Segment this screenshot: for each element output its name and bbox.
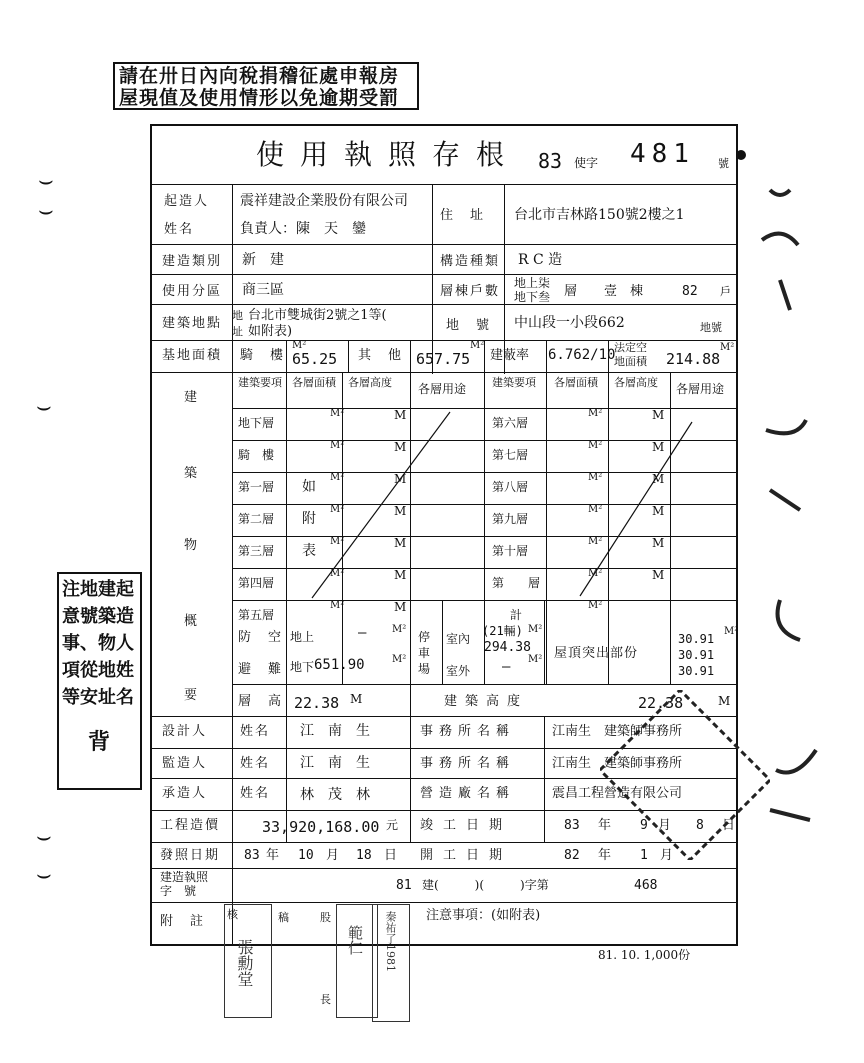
other-area: 657.75: [416, 350, 471, 368]
issue-m-unit: 月: [326, 848, 340, 863]
contractor-name: 林 茂 林: [300, 787, 370, 803]
bldg-height-label: 建築高度: [444, 694, 529, 709]
r-h4: M: [652, 504, 665, 518]
r-a6: M²: [588, 568, 603, 579]
applicant-company: 震祥建設企業股份有限公司: [240, 193, 408, 209]
issue-y-unit: 年: [266, 848, 280, 863]
col-area-right: 各層面積: [554, 376, 598, 389]
zone: 商三區: [242, 282, 284, 298]
attach-notes: 注意事項：(如附表): [426, 908, 541, 923]
r-h5: M: [652, 536, 665, 550]
seal-1: 張勳堂: [235, 939, 254, 987]
r-a5: M²: [588, 536, 603, 547]
arcade-area: 65.25: [292, 350, 338, 368]
floor-9: 第九層: [492, 512, 529, 526]
coverage-label: 建蔽率: [490, 348, 530, 363]
building-unit: 棟: [630, 284, 644, 299]
shelter-basement-label: 地下: [290, 660, 315, 674]
indoor-unit: M²: [528, 624, 543, 635]
floor-8: 第八層: [492, 480, 529, 494]
floor-n: 第 層: [492, 576, 541, 590]
completion-d-unit: 日: [722, 818, 736, 833]
summary-side-5: 要: [184, 688, 198, 703]
approval-stamp-3: [372, 904, 410, 1022]
arcade-label: 騎 樓: [240, 348, 286, 363]
indoor-area: 294.38: [484, 640, 531, 655]
designer-firm-label: 事務所名稱: [420, 724, 516, 739]
floor-5: 第五層: [238, 608, 275, 622]
col-item-right: 建築要項: [492, 376, 536, 389]
summary-side-4: 概: [184, 614, 198, 629]
designer-label: 設計人: [162, 724, 208, 739]
u-h2: M: [394, 440, 407, 454]
permit-ref-text: 建( )( )字第: [422, 878, 549, 892]
issue-d-unit: 日: [384, 848, 398, 863]
site-area-label: 基地面積: [162, 348, 223, 363]
corner-dot: [736, 150, 746, 160]
cost-value: 33,920,168.00: [262, 818, 380, 836]
contractor-firm-label: 營造廠名稱: [420, 786, 516, 801]
note-char-1: 如: [302, 479, 316, 495]
struct-label: 構造種類: [440, 254, 501, 269]
outdoor-unit: M²: [528, 654, 543, 665]
r-a2: M²: [588, 440, 603, 451]
start-m-unit: 月: [660, 848, 674, 863]
r-a4: M²: [588, 504, 603, 515]
parking-3: 場: [418, 662, 431, 676]
completion-y-unit: 年: [598, 818, 612, 833]
floor-6: 第六層: [492, 416, 529, 430]
start-y-unit: 年: [598, 848, 612, 863]
designer-name-label: 姓名: [240, 724, 271, 739]
start-year: 82: [564, 848, 580, 863]
u-h3: M: [394, 472, 407, 486]
summary-side-2: 築: [184, 466, 198, 481]
seal-2: 範仁: [346, 925, 364, 955]
shelter-ground-value: —: [358, 625, 367, 641]
u-a3: M²: [330, 472, 345, 483]
completion-label: 竣工日期: [420, 818, 513, 833]
issue-label: 發照日期: [160, 848, 221, 863]
site-address: 台北市雙城街2號之1等(: [248, 308, 387, 323]
cost-label: 工程造價: [160, 818, 221, 833]
other-unit: M²: [470, 340, 485, 351]
notice-box: [113, 62, 419, 110]
col-use-left: 各層用途: [418, 382, 467, 396]
col-use-right: 各層用途: [676, 382, 725, 396]
cost-unit: 元: [386, 818, 399, 832]
u-h1: M: [394, 408, 407, 422]
name-label: 姓名: [164, 222, 195, 237]
side-line-5: 等安址名: [62, 687, 134, 708]
summary-side-1: 建: [184, 390, 198, 405]
r-a3: M²: [588, 472, 603, 483]
contractor-label: 承造人: [162, 786, 208, 801]
u-a1: M²: [330, 408, 345, 419]
floor-unit: 層: [564, 284, 578, 299]
roof-label: 屋頂突出部份: [554, 646, 639, 661]
roof-value-1: 30.91: [678, 632, 715, 646]
print-info: 81. 10. 1,000份: [598, 948, 691, 962]
u-a4: M²: [330, 504, 345, 515]
permit-ref-number: 468: [634, 878, 658, 893]
sign-draft: 稿: [278, 911, 289, 924]
floor-2: 第二層: [238, 512, 275, 526]
summary-side-3: 物: [184, 538, 198, 553]
issue-year: 83: [244, 848, 260, 863]
permit-suffix: 號: [718, 157, 729, 170]
note-char-2: 附: [302, 511, 316, 527]
col-area-left: 各層面積: [292, 376, 336, 389]
unit-unit: 戶: [720, 285, 731, 298]
applicant-person: 負責人：陳 天 鑾: [240, 221, 366, 237]
r-h3: M: [652, 472, 665, 486]
floor-10: 第十層: [492, 544, 529, 558]
floors-below: 地下叁: [514, 290, 551, 304]
bldg-height-unit: M: [718, 694, 731, 708]
floor-4: 第四層: [238, 576, 275, 590]
shelter-u1: M²: [392, 624, 407, 635]
note-char-3: 表: [302, 543, 316, 559]
roof-value-2: 30.91: [678, 648, 715, 662]
r-h1: M: [652, 408, 665, 422]
bldg-height-value: 22.38: [638, 694, 684, 712]
site-tag-2: 址: [232, 325, 243, 338]
floor-7: 第七層: [492, 448, 529, 462]
type-label: 建造類別: [162, 254, 223, 269]
notice-line-1: 請在卅日內向稅捐稽征處申報房: [119, 65, 400, 87]
u-h7: M: [394, 600, 407, 614]
site-label: 建築地點: [162, 316, 223, 331]
indoor-count: (21輛): [482, 624, 523, 638]
u-h5: M: [394, 536, 407, 550]
sign-check: 核: [227, 908, 238, 921]
contractor-name-label: 姓名: [240, 786, 271, 801]
side-line-2: 意號築造: [62, 606, 134, 627]
legal-label-1: 法定空: [614, 341, 647, 354]
floor-b: 地下層: [238, 416, 275, 430]
roof-value-3: 30.91: [678, 664, 715, 678]
supervisor-firm-label: 事務所名稱: [420, 756, 516, 771]
side-back-mark: 背: [88, 729, 111, 755]
floor-total: 計: [510, 608, 523, 622]
supervisor-name-label: 姓名: [240, 756, 271, 771]
floor-height-label: 層 高: [238, 694, 284, 709]
floor-3: 第三層: [238, 544, 275, 558]
structure-type: R C 造: [518, 252, 563, 268]
parking-2: 車: [418, 646, 431, 660]
contractor-firm: 震昌工程營造有限公司: [552, 786, 683, 801]
indoor-label: 室內: [446, 632, 471, 646]
lot-label: 地 號: [446, 318, 492, 333]
issue-month: 10: [298, 848, 314, 863]
notice-line-2: 屋現值及使用情形以免逾期受罰: [119, 87, 400, 109]
supervisor-firm: 江南生 建築師事務所: [552, 756, 683, 771]
permit-prefix: 使字: [574, 156, 599, 170]
floors-label: 層棟戶數: [440, 284, 501, 299]
applicant-address: 台北市吉林路150號2樓之1: [514, 207, 685, 223]
shelter-label: 防 空: [238, 630, 284, 645]
completion-year: 83: [564, 818, 580, 833]
approval-stamp-box: [224, 904, 272, 1018]
completion-day: 8: [696, 818, 704, 833]
shelter-basement-value: 651.90: [314, 657, 365, 673]
address-label: 住 址: [440, 208, 486, 223]
u-h6: M: [394, 568, 407, 582]
attach-label: 附 註: [160, 914, 206, 929]
supervisor-label: 監造人: [162, 756, 208, 771]
applicant-label: 起造人: [164, 194, 210, 209]
u-a7: M²: [330, 600, 345, 611]
u-h4: M: [394, 504, 407, 518]
start-month: 1: [640, 848, 648, 863]
roof-unit: M²: [724, 626, 739, 637]
page-title: 使用執照存根: [256, 138, 521, 171]
floor-1: 第一層: [238, 480, 275, 494]
col-height-left: 各層高度: [348, 376, 392, 389]
coverage-value: 6.762/10: [548, 347, 616, 363]
permit-ref-year: 81: [396, 878, 412, 893]
permit-year: 83: [538, 149, 563, 173]
floors-above: 地上柒: [514, 276, 551, 290]
supervisor-name: 江 南 生: [300, 755, 370, 771]
floor-height-value: 22.38: [294, 694, 340, 712]
side-line-1: 注地建起: [62, 579, 134, 600]
side-line-4: 項從地姓: [62, 660, 134, 681]
designer-firm: 江南生 建築師事務所: [552, 724, 683, 739]
sign-section: 股: [320, 911, 331, 924]
r-h6: M: [652, 568, 665, 582]
permit-number: 481: [630, 139, 695, 169]
outdoor-area: —: [502, 659, 511, 675]
parking-1: 停: [418, 630, 431, 644]
other-label: 其 他: [358, 348, 404, 363]
site-tag-1: 地: [232, 309, 243, 322]
unit-count: 82: [682, 284, 698, 299]
col-height-right: 各層高度: [614, 376, 658, 389]
floor-height-unit: M: [350, 692, 363, 706]
arcade-unit: M²: [292, 340, 307, 351]
col-item-left: 建築要項: [238, 376, 282, 389]
designer-name: 江 南 生: [300, 723, 370, 739]
side-note-box: [57, 572, 142, 790]
building-count: 壹: [604, 284, 618, 299]
u-a5: M²: [330, 536, 345, 547]
issue-day: 18: [356, 848, 372, 863]
legal-unit: M²: [720, 342, 735, 353]
permit-label-1: 建造執照: [160, 870, 209, 884]
building-type: 新 建: [242, 252, 284, 268]
permit-label-2: 字 號: [160, 884, 197, 898]
floor-arcade: 騎 樓: [238, 448, 275, 462]
r-a1: M²: [588, 408, 603, 419]
start-label: 開工日期: [420, 848, 513, 863]
r-a7: M²: [588, 600, 603, 611]
completion-m-unit: 月: [658, 818, 672, 833]
shelter-ground-label: 地上: [290, 630, 315, 644]
zone-label: 使用分區: [162, 284, 223, 299]
seal-3: 秦祐了1981: [384, 911, 397, 972]
u-a6: M²: [330, 568, 345, 579]
site-address-2: 如附表): [248, 324, 293, 339]
outdoor-label: 室外: [446, 664, 471, 678]
corner-stamp-mark: [600, 690, 770, 860]
r-h2: M: [652, 440, 665, 454]
legal-label-2: 地面積: [614, 355, 647, 368]
refuge-label: 避 難: [238, 662, 284, 677]
sign-chief: 長: [320, 993, 331, 1006]
completion-month: 9: [640, 818, 648, 833]
u-a2: M²: [330, 440, 345, 451]
lot-number: 中山段一小段662: [514, 315, 625, 331]
shelter-u2: M²: [392, 654, 407, 665]
legal-open-area: 214.88: [666, 350, 721, 368]
lot-suffix: 地號: [700, 321, 722, 334]
side-line-3: 事、物人: [62, 633, 134, 654]
